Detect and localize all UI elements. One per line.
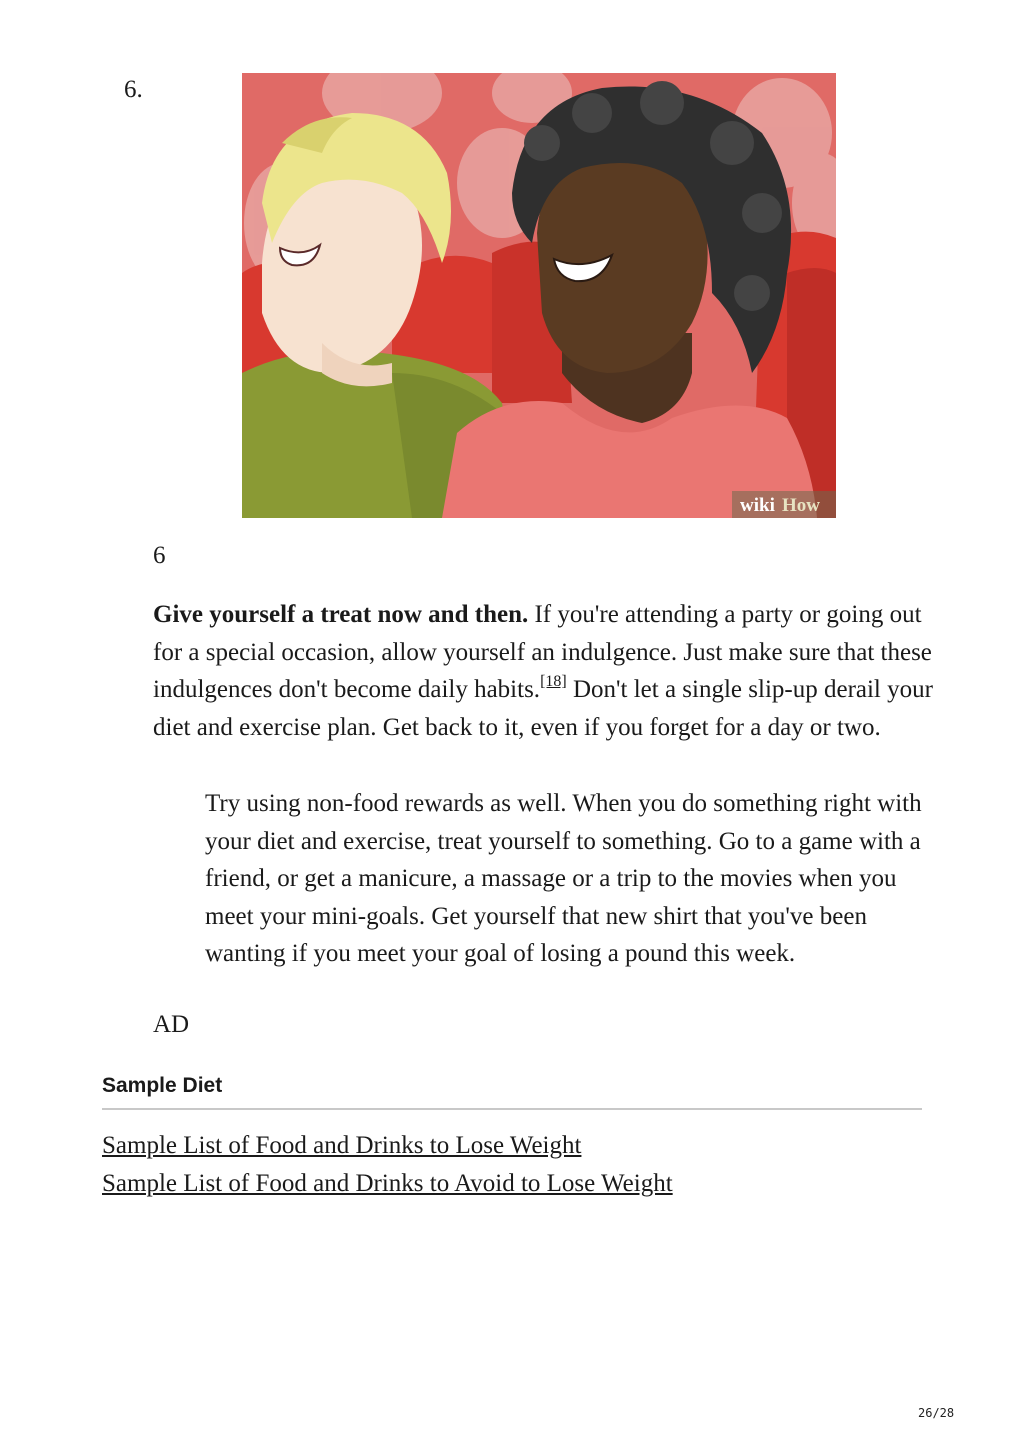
sample-diet-link-lose-weight[interactable]: Sample List of Food and Drinks to Lose Weight — [102, 1132, 582, 1159]
sample-diet-heading: Sample Diet — [102, 1074, 223, 1097]
watermark-wiki: wiki — [740, 495, 775, 516]
step-description — [153, 596, 933, 746]
step-number: 6. — [124, 76, 143, 103]
step-bold-lead: Give yourself a treat now and then. — [153, 601, 529, 628]
step-text-after-ref: Don't let a single slip-up derail your diet and exercise plan. Get back to it, even if you forget for a day or two. — [153, 676, 933, 741]
step-illustration — [242, 73, 836, 518]
sample-diet-link-avoid[interactable]: Sample List of Food and Drinks to Avoid to Lose Weight — [102, 1170, 673, 1197]
citation-ref[interactable] — [540, 673, 567, 690]
page-indicator: 26/28 — [918, 1406, 955, 1420]
citation-link[interactable]: [18] — [540, 672, 567, 690]
step-tip: Try using non-food rewards as well. When you do something right with your diet and exercise, treat yourself to something. Go to a game with a friend, or get a manicure, a massage or a trip to the movies when you meet your mini-goals. Get yourself that new shirt that you've been wanting if you meet your goal of losing a pound this week. — [205, 790, 922, 968]
step-text-before-ref: If you're attending a party or going out for a special occasion, allow yourself an indulgence. Just make sure that these indulgences don't become daily habits. — [153, 601, 932, 704]
ad-label: AD — [153, 1011, 190, 1038]
step-index: 6 — [153, 542, 166, 569]
watermark-how: How — [782, 495, 820, 516]
section-divider — [102, 1108, 922, 1110]
